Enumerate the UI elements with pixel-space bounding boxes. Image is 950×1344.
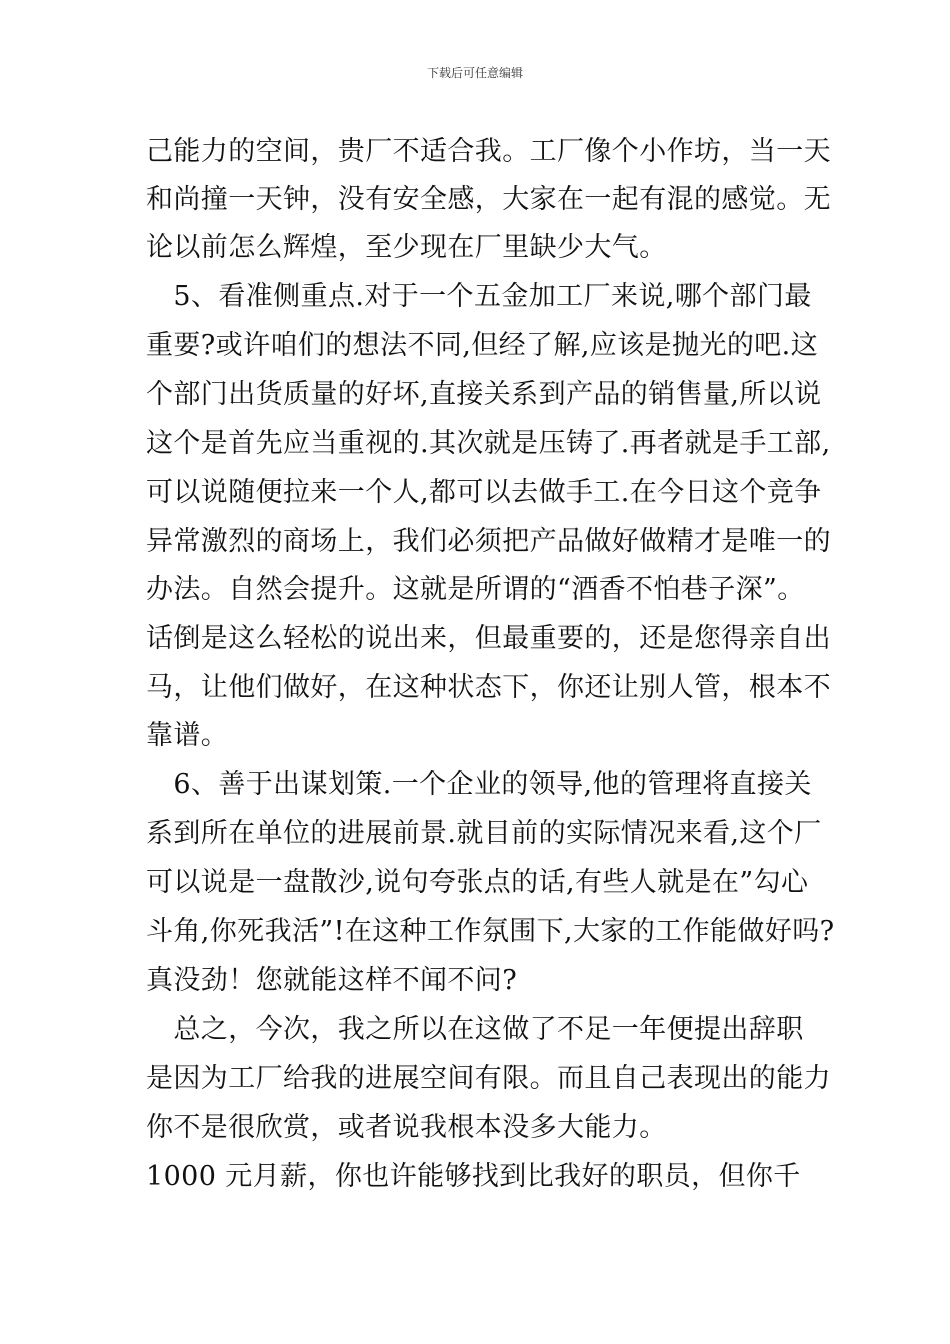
text-line: 系到所在单位的进展前景.就目前的实际情况来看,这个厂	[146, 818, 822, 849]
page-header: 下载后可任意编辑	[426, 66, 523, 80]
text-line: 论以前怎么辉煌，至少现在厂里缺少大气。	[146, 232, 667, 263]
text-line: 1000 元月薪，你也许能够找到比我好的职员，但你千	[146, 1161, 801, 1192]
text-line: 可以说是一盘散沙,说句夸张点的话,有些人就是在”勾心	[146, 867, 809, 898]
text-line: 6、善于出谋划策.一个企业的领导,他的管理将直接关	[146, 769, 812, 800]
text-line: 马，让他们做好，在这种状态下，你还让别人管，根本不	[146, 672, 831, 703]
text-line: 异常激烈的商场上，我们必须把产品做好做精才是唯一的	[146, 526, 831, 557]
text-line: 你不是很欣赏，或者说我根本没多大能力。	[146, 1112, 667, 1143]
text-line: 靠谱。	[146, 720, 229, 751]
text-line: 己能力的空间，贵厂不适合我。工厂像个小作坊，当一天	[146, 136, 831, 167]
text-line: 和尚撞一天钟，没有安全感，大家在一起有混的感觉。无	[146, 184, 831, 215]
text-line: 真没劲！您就能这样不闻不问?	[146, 965, 518, 996]
text-line: 这个是首先应当重视的.其次就是压铸了.再者就是手工部,	[146, 428, 831, 459]
text-line: 办法。自然会提升。这就是所谓的“酒香不怕巷子深”。	[146, 574, 805, 605]
text-line: 话倒是这么轻松的说出来，但最重要的，还是您得亲自出	[146, 623, 831, 654]
text-line: 5、看准侧重点.对于一个五金加工厂来说,哪个部门最	[146, 281, 812, 312]
text-line: 总之，今次，我之所以在这做了不足一年便提出辞职	[146, 1014, 804, 1045]
text-line: 个部门出货质量的好坏,直接关系到产品的销售量,所以说	[146, 379, 822, 410]
text-line: 是因为工厂给我的进展空间有限。而且自己表现出的能力	[146, 1063, 831, 1094]
text-line: 可以说随便拉来一个人,都可以去做手工.在今日这个竞争	[146, 477, 822, 508]
text-line: 重要?或许咱们的想法不同,但经了解,应该是抛光的吧.这	[146, 330, 819, 361]
text-line: 斗角,你死我活”!在这种工作氛围下,大家的工作能做好吗?	[146, 916, 835, 947]
